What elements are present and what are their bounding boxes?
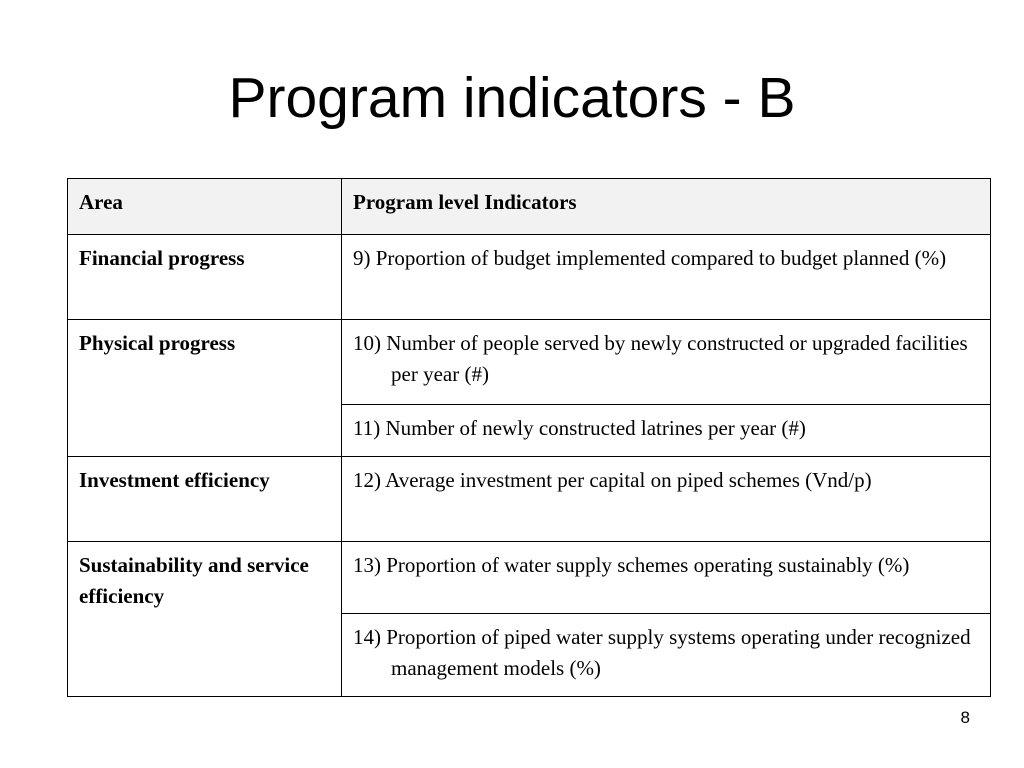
table-row <box>68 320 991 405</box>
header-indicators: Program level Indicators <box>342 179 991 235</box>
indicator-cell <box>342 235 991 320</box>
indicator-14: 14) Proportion of piped water supply systems operating under recognized management models (%) <box>353 625 971 680</box>
table-row <box>68 457 991 542</box>
slide-title: Program indicators - B <box>228 66 796 130</box>
table-header-row <box>68 179 991 235</box>
indicator-11: 11) Number of newly constructed latrines per year (#) <box>353 416 806 440</box>
area-sustainability: Sustainability and service efficiency <box>68 542 342 697</box>
table-row <box>68 542 991 614</box>
indicator-cell <box>342 542 991 614</box>
page-number: 8 <box>960 708 970 727</box>
indicator-12: 12) Average investment per capital on piped schemes (Vnd/p) <box>353 468 872 492</box>
table-row <box>68 235 991 320</box>
area-financial-progress: Financial progress <box>68 235 342 320</box>
indicator-9: 9) Proportion of budget implemented compared to budget planned (%) <box>353 246 947 270</box>
header-area: Area <box>68 179 342 235</box>
indicator-cell <box>342 405 991 457</box>
indicator-cell <box>342 457 991 542</box>
indicator-13: 13) Proportion of water supply schemes operating sustainably (%) <box>353 553 910 577</box>
area-investment-efficiency: Investment efficiency <box>68 457 342 542</box>
area-physical-progress: Physical progress <box>68 320 342 457</box>
indicator-cell <box>342 614 991 697</box>
indicator-table <box>67 178 991 697</box>
indicator-cell <box>342 320 991 405</box>
indicator-10: 10) Number of people served by newly constructed or upgraded facilities per year (#) <box>353 331 968 386</box>
